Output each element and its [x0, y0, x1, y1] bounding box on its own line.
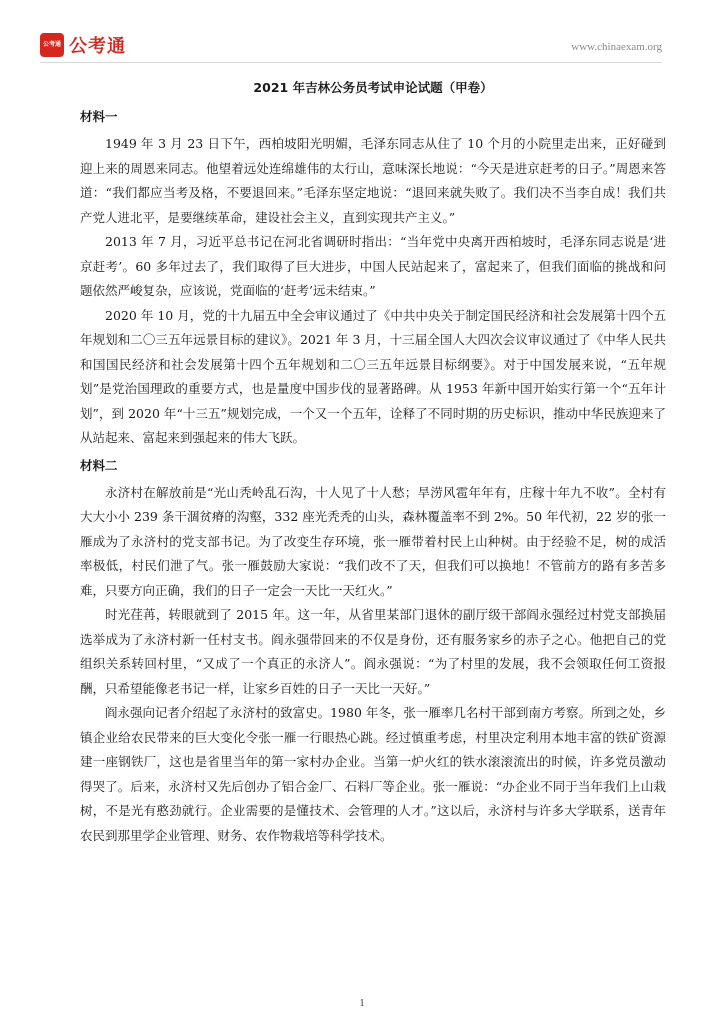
section-heading-material-1: 材料一	[80, 109, 118, 124]
brand-logo[interactable]	[40, 32, 126, 58]
logo-text: 公考通	[69, 36, 126, 57]
header-divider	[40, 62, 662, 63]
section-heading-material-2: 材料二	[80, 457, 118, 473]
paragraph: 1949 年 3 月 23 日下午，西柏坡阳光明媚，毛泽东同志从住了 10 个月的小院里走出来，正好碰到迎上来的周恩来同志。他望着远处连绵雄伟的太行山，意味深长地说：“今天是进京赶考的日子。”周恩来答道：“我们都应当考及格，不要退回来。”毛泽东坚定地说：“退回来就失败了。我们决不当李自成！我们共产党人进北平，是要继续革命，建设社会主义，直到实现共产主义。”	[80, 136, 666, 225]
site-url-link[interactable]: www.chinaexam.org	[571, 41, 662, 53]
paragraph: 阎永强向记者介绍起了永济村的致富史。1980 年冬，张一雁率几名村干部到南方考察。所到之处，乡镇企业给农民带来的巨大变化令张一雁一行眼热心跳。经过慎重考虑，村里决定利用本地丰富的铁矿资源建一座钢铁厂，这也是省里当年的第一家村办企业。当第一炉火红的铁水滚滚流出的时候，许多党员激动得哭了。后来，永济村又先后创办了铝合金厂、石料厂等企业。张一雁说：“办企业不同于当年我们上山栽树，不是光有憨劲就行。企业需要的是懂技术、会管理的人才。”这以后，永济村与许多大学联系，送青年农民到那里学企业管理、财务、农作物栽培等科学技术。	[80, 705, 666, 843]
paragraph: 时光荏苒，转眼就到了 2015 年。这一年，从省里某部门退休的副厅级干部阎永强经过村党支部换届选举成为了永济村新一任村支书。阎永强带回来的不仅是身份，还有服务家乡的赤子之心。他把自己的党组织关系转回村里，“又成了一个真正的永济人”。阎永强说：“为了村里的发展，我不会领取任何工资报酬，只希望能像老书记一样，让家乡百姓的日子一天比一天好。”	[80, 607, 666, 696]
paragraph: 2013 年 7 月，习近平总书记在河北省调研时指出：“当年党中央离开西柏坡时，毛泽东同志说是‘进京赶考’。60 多年过去了，我们取得了巨大进步，中国人民站起来了，富起来了，但我们面临的挑战和问题依然严峻复杂，应该说，党面临的‘赶考’远未结束。”	[80, 234, 666, 298]
page-header	[40, 32, 662, 58]
paragraph: 永济村在解放前是“光山秃岭乱石沟，十人见了十人愁；旱涝风雹年年有，庄稼十年九不收”。全村有大大小小 239 条干涸贫瘠的沟壑，332 座光秃秃的山头，森林覆盖率不到 2%。50 年代初，22 岁的张一雁成为了永济村的党支部书记。为了改变生存环境，张一雁带着村民上山种树。由于经验不足，树的成活率极低，村民们泄了气。张一雁鼓励大家说：“我们改不了天，但我们可以换地！不管前方的路有多苦多难，只要方向正确，我们的日子一定会一天比一天红火。”	[80, 484, 666, 598]
logo-badge-icon: 公考通	[40, 33, 64, 57]
document-title: 2021 年吉林公务员考试申论试题（甲卷）	[253, 80, 493, 95]
page-number: 1	[359, 998, 365, 1009]
document-body	[80, 76, 666, 848]
paragraph: 2020 年 10 月，党的十九届五中全会审议通过了《中共中央关于制定国民经济和社会发展第十四个五年规划和二〇三五年远景目标的建议》。2021 年 3 月，十三届全国人大四次会议审议通过了《中华人民共和国国民经济和社会发展第十四个五年规划和二〇三五年远景目标纲要》。对于中国发展来说，“五年规划”是党治国理政的重要方式，也是量度中国步伐的显著路碑。从 1953 年新中国开始实行第一个“五年计划”，到 2020 年“十三五”规划完成，一个又一个五年，诠释了不同时期的历史标识，推动中华民族迎来了从站起来、富起来到强起来的伟大飞跃。	[80, 307, 666, 445]
